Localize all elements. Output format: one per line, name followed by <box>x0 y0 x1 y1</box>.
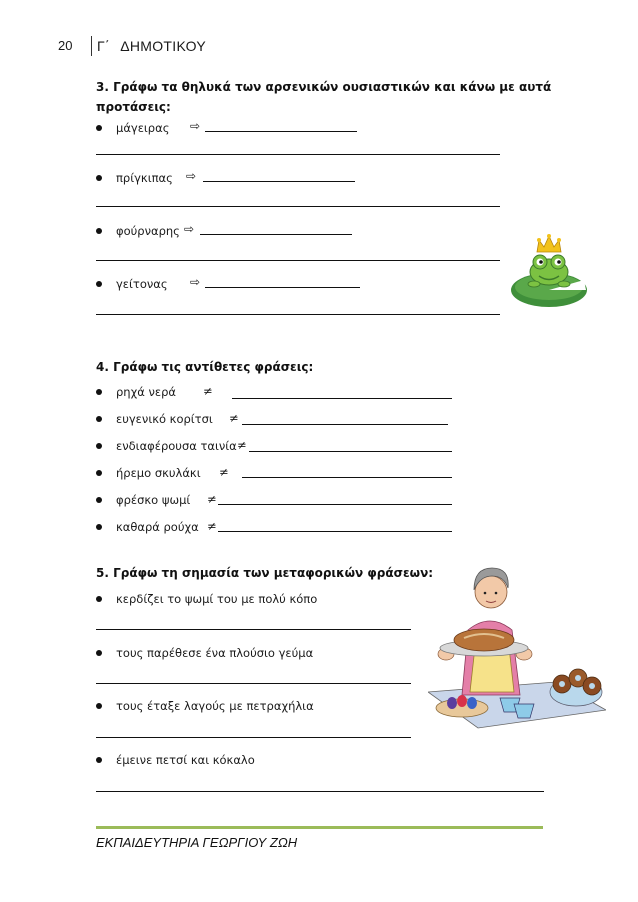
bullet-icon <box>96 175 102 181</box>
sentence-line[interactable] <box>96 154 500 155</box>
phrase-label: καθαρά ρούχα <box>116 520 199 534</box>
phrase-label: ενδιαφέρουσα ταινία <box>116 439 237 453</box>
noun-label: μάγειρας <box>116 121 170 135</box>
answer-blank[interactable] <box>232 398 452 399</box>
section3-title-line1: 3. Γράφω τα θηλυκά των αρσενικών ουσιαστικών και κάνω με αυτά <box>96 80 552 94</box>
bullet-icon <box>96 757 102 763</box>
list-item <box>96 699 314 713</box>
list-item <box>96 121 169 135</box>
footer-rule <box>96 826 543 829</box>
list-item <box>96 412 213 426</box>
list-item <box>96 753 255 767</box>
arrow-right-icon: ⇨ <box>190 119 201 133</box>
sentence-line[interactable] <box>96 206 500 207</box>
section3-title <box>96 80 551 114</box>
list-item <box>96 385 176 399</box>
bullet-icon <box>96 470 102 476</box>
footer-author: ΕΚΠΑΙΔΕΥΤΗΡΙΑ ΓΕΩΡΓΙΟΥ ΖΩΗ <box>96 835 298 850</box>
list-item <box>96 466 201 480</box>
page-number: 20 <box>58 38 73 53</box>
sentence-line[interactable] <box>96 314 500 315</box>
phrase-label: ήρεμο σκυλάκι <box>116 466 201 480</box>
frog-prince-icon <box>508 228 590 310</box>
answer-blank[interactable] <box>205 287 360 288</box>
bullet-icon <box>96 281 102 287</box>
bullet-icon <box>96 416 102 422</box>
not-equal-icon: ≠ <box>229 411 239 425</box>
bullet-icon <box>96 596 102 602</box>
bullet-icon <box>96 125 102 131</box>
phrase-label: ρηχά νερά <box>116 385 176 399</box>
list-item <box>96 646 313 660</box>
noun-label: γείτονας <box>116 277 168 291</box>
noun-label: πρίγκιπας <box>116 171 173 185</box>
arrow-right-icon: ⇨ <box>184 222 195 236</box>
bullet-icon <box>96 497 102 503</box>
list-item <box>96 439 237 453</box>
answer-blank[interactable] <box>218 504 452 505</box>
noun-label: φούρναρης <box>116 224 180 238</box>
arrow-right-icon: ⇨ <box>190 275 201 289</box>
sentence-line[interactable] <box>96 260 500 261</box>
bullet-icon <box>96 228 102 234</box>
answer-line[interactable] <box>96 791 544 792</box>
list-item <box>96 592 317 606</box>
phrase-label: κερδίζει το ψωμί του με πολύ κόπο <box>116 592 318 606</box>
answer-blank[interactable] <box>203 181 355 182</box>
not-equal-icon: ≠ <box>203 384 213 398</box>
list-item <box>96 520 199 534</box>
arrow-right-icon: ⇨ <box>186 169 197 183</box>
list-item <box>96 224 180 238</box>
phrase-label: τους παρέθεσε ένα πλούσιο γεύμα <box>116 646 314 660</box>
answer-blank[interactable] <box>242 424 448 425</box>
list-item <box>96 493 190 507</box>
answer-blank[interactable] <box>249 451 452 452</box>
section4-title: 4. Γράφω τις αντίθετες φράσεις: <box>96 360 314 374</box>
answer-line[interactable] <box>96 683 411 684</box>
bullet-icon <box>96 524 102 530</box>
phrase-label: έμεινε πετσί και κόκαλο <box>116 753 255 767</box>
list-item <box>96 171 173 185</box>
header-title <box>97 38 206 54</box>
school-label: ΔΗΜΟΤΙΚΟΥ <box>120 38 207 54</box>
answer-blank[interactable] <box>200 234 352 235</box>
header-divider <box>91 36 92 56</box>
grade-label: Γ΄ <box>97 38 110 54</box>
bullet-icon <box>96 703 102 709</box>
bullet-icon <box>96 443 102 449</box>
phrase-label: ευγενικό κορίτσι <box>116 412 213 426</box>
phrase-label: φρέσκο ψωμί <box>116 493 191 507</box>
answer-blank[interactable] <box>218 531 452 532</box>
bullet-icon <box>96 389 102 395</box>
not-equal-icon: ≠ <box>207 492 217 506</box>
answer-blank[interactable] <box>242 477 452 478</box>
section3-title-line2: προτάσεις: <box>96 100 171 114</box>
section5-title: 5. Γράφω τη σημασία των μεταφορικών φράσεων: <box>96 566 434 580</box>
not-equal-icon: ≠ <box>237 438 247 452</box>
baker-woman-icon <box>428 560 606 730</box>
bullet-icon <box>96 650 102 656</box>
list-item <box>96 277 168 291</box>
answer-line[interactable] <box>96 737 411 738</box>
not-equal-icon: ≠ <box>219 465 229 479</box>
answer-line[interactable] <box>96 629 411 630</box>
phrase-label: τους έταξε λαγούς με πετραχήλια <box>116 699 314 713</box>
answer-blank[interactable] <box>205 131 357 132</box>
not-equal-icon: ≠ <box>207 519 217 533</box>
